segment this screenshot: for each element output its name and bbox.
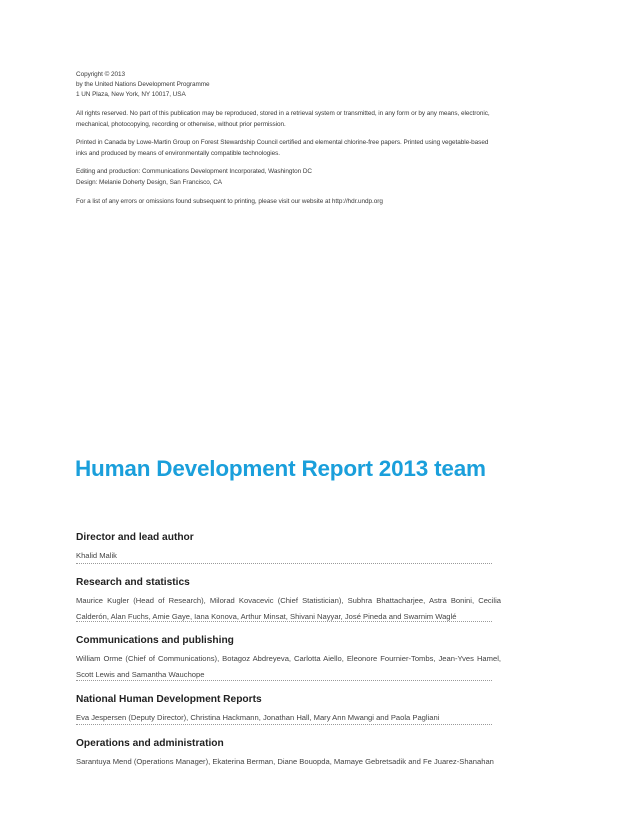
- errata-notice: For a list of any errors or omissions found subsequent to printing, please visit our website at http://hdr.undp.org: [76, 197, 383, 205]
- section-divider: [76, 621, 492, 622]
- publisher-line: by the United Nations Development Programme: [76, 81, 210, 89]
- team-section-research: [76, 576, 501, 625]
- printing-notice: Printed in Canada by Lowe-Martin Group on Forest Stewardship Council certified and elemental chlorine-free papers. Printed using vegetable-based inks and produced by means of environmentally compatible technologies.: [76, 139, 489, 157]
- team-title: Human Development Report 2013 team: [75, 456, 486, 481]
- team-section-operations: [76, 737, 501, 770]
- section-heading: Communications and publishing: [76, 635, 234, 646]
- section-members: William Orme (Chief of Communications), Botagoz Abdreyeva, Carlotta Aiello, Eleonore Fournier-Tombs, Jean-Yves Hamel, Scott Lewis and Samantha Wauchope: [76, 654, 501, 679]
- copyright-line: Copyright © 2013: [76, 71, 126, 78]
- section-members: Khalid Malik: [76, 551, 117, 560]
- team-section-director: [76, 531, 501, 564]
- copyright-publisher: [76, 70, 496, 101]
- section-heading: National Human Development Reports: [76, 694, 262, 705]
- section-members: Maurice Kugler (Head of Research), Milorad Kovacevic (Chief Statistician), Subhra Bhattacharjee, Astra Bonini, Cecilia Calderón, Alan Fuchs, Amie Gaye, Iana Konova, Arthur Minsat, Shivani Nayyar, José Pineda and Swarnim Waglé: [76, 596, 501, 621]
- editing-credit: Editing and production: Communications Development Incorporated, Washington DC: [76, 168, 312, 176]
- rights-notice: All rights reserved. No part of this publication may be reproduced, stored in a retrieval system or transmitted, in any form or by any means, electronic, mechanical, photocopying, recording or otherwise, without prior permission.: [76, 110, 490, 128]
- team-section-nhdr: [76, 693, 501, 726]
- section-members: Eva Jespersen (Deputy Director), Christina Hackmann, Jonathan Hall, Mary Ann Mwangi and Paola Pagliani: [76, 713, 440, 722]
- section-divider: [76, 563, 492, 564]
- section-members: Sarantuya Mend (Operations Manager), Ekaterina Berman, Diane Bouopda, Mamaye Gebretsadik and Fe Juarez-Shanahan: [76, 757, 494, 766]
- team-section-communications: [76, 634, 501, 683]
- section-divider: [76, 724, 492, 725]
- copyright-block: [76, 70, 496, 215]
- design-credit: Design: Melanie Doherty Design, San Francisco, CA: [76, 178, 223, 186]
- section-divider: [76, 680, 492, 681]
- section-heading: Operations and administration: [76, 738, 224, 749]
- section-heading: Research and statistics: [76, 577, 190, 588]
- address-line: 1 UN Plaza, New York, NY 10017, USA: [76, 91, 186, 99]
- production-credits: [76, 167, 496, 187]
- section-heading: Director and lead author: [76, 532, 194, 543]
